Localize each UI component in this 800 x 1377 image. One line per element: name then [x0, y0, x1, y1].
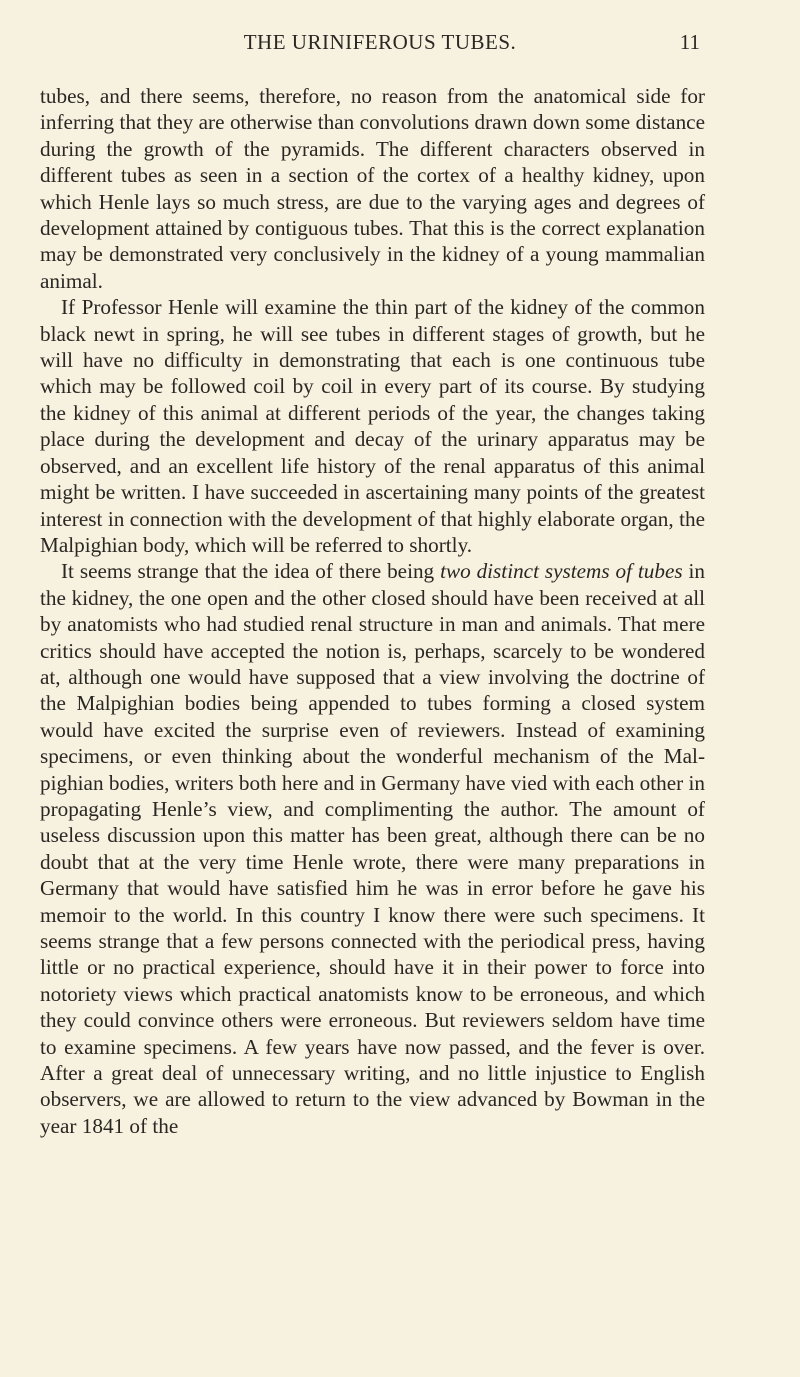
- paragraph-3: [40, 558, 705, 1139]
- running-head: THE URINIFEROUS TUBES.: [243, 30, 517, 54]
- paragraph-3-rest: in the kidney, the one open and the other closed should have been received at all by anatomists who had studied renal structure in man and animals. That mere critics should have accepted the notion is, perhaps, scarcely to be wondered at, although one would have supposed that a view involving the doctrine of the Malpighian bodies being appended to tubes forming a closed system would have excited the surprise even of reviewers. Instead of examining specimens, or even thinking about the wonderful mechanism of the Malpighian bodies, writers both here and in Germany have vied with each other in propagating Henle’s view, and complimenting the author. The amount of useless discussion upon this matter has been great, although there can be no doubt that at the very time Henle wrote, there were many preparations in Germany that would have satisfied him he was in error before he gave his memoir to the world. In this country I know there were such specimens. It seems strange that a few persons connected with the periodical press, having little or no practical experience, should have it in their power to force into notoriety views which practical anatomists know to be erroneous, and which they could convince others were erroneous. But reviewers seldom have time to examine specimens. A few years have now passed, and the fever is over. After a great deal of unnecessary writing, and no little injustice to English observers, we are allowed to return to the view advanced by Bowman in the year 1841 of the: [40, 559, 705, 1138]
- paragraph-3-italic-phrase: two distinct systems of tubes: [440, 559, 683, 584]
- paragraph-1: tubes, and there seems, therefore, no reason from the anatomical side for inferring that they are otherwise than convolutions drawn down some distance during the growth of the pyramids. The different characters observed in different tubes as seen in a section of the cortex of a healthy kidney, upon which Henle lays so much stress, are due to the varying ages and degrees of development attained by contiguous tubes. That this is the correct explanation may be demonstrated very conclusively in the kidney of a young mammalian animal.: [40, 84, 705, 293]
- body-text: [40, 83, 705, 1139]
- paragraph-2: If Professor Henle will examine the thin part of the kidney of the common black newt in spring, he will see tubes in different stages of growth, but he will have no difficulty in demonstrating that each is one continuous tube which may be followed coil by coil in every part of its course. By studying the kidney of this animal at different periods of the year, the changes taking place during the development and decay of the urinary apparatus may be observed, and an excellent life history of the renal apparatus of this animal might be written. I have succeeded in ascertaining many points of the greatest interest in connection with the development of that highly elaborate organ, the Malpighian body, which will be referred to shortly.: [40, 295, 705, 557]
- paragraph-3-start: It seems strange that the idea of there being: [61, 559, 441, 584]
- page-number: 11: [679, 30, 700, 54]
